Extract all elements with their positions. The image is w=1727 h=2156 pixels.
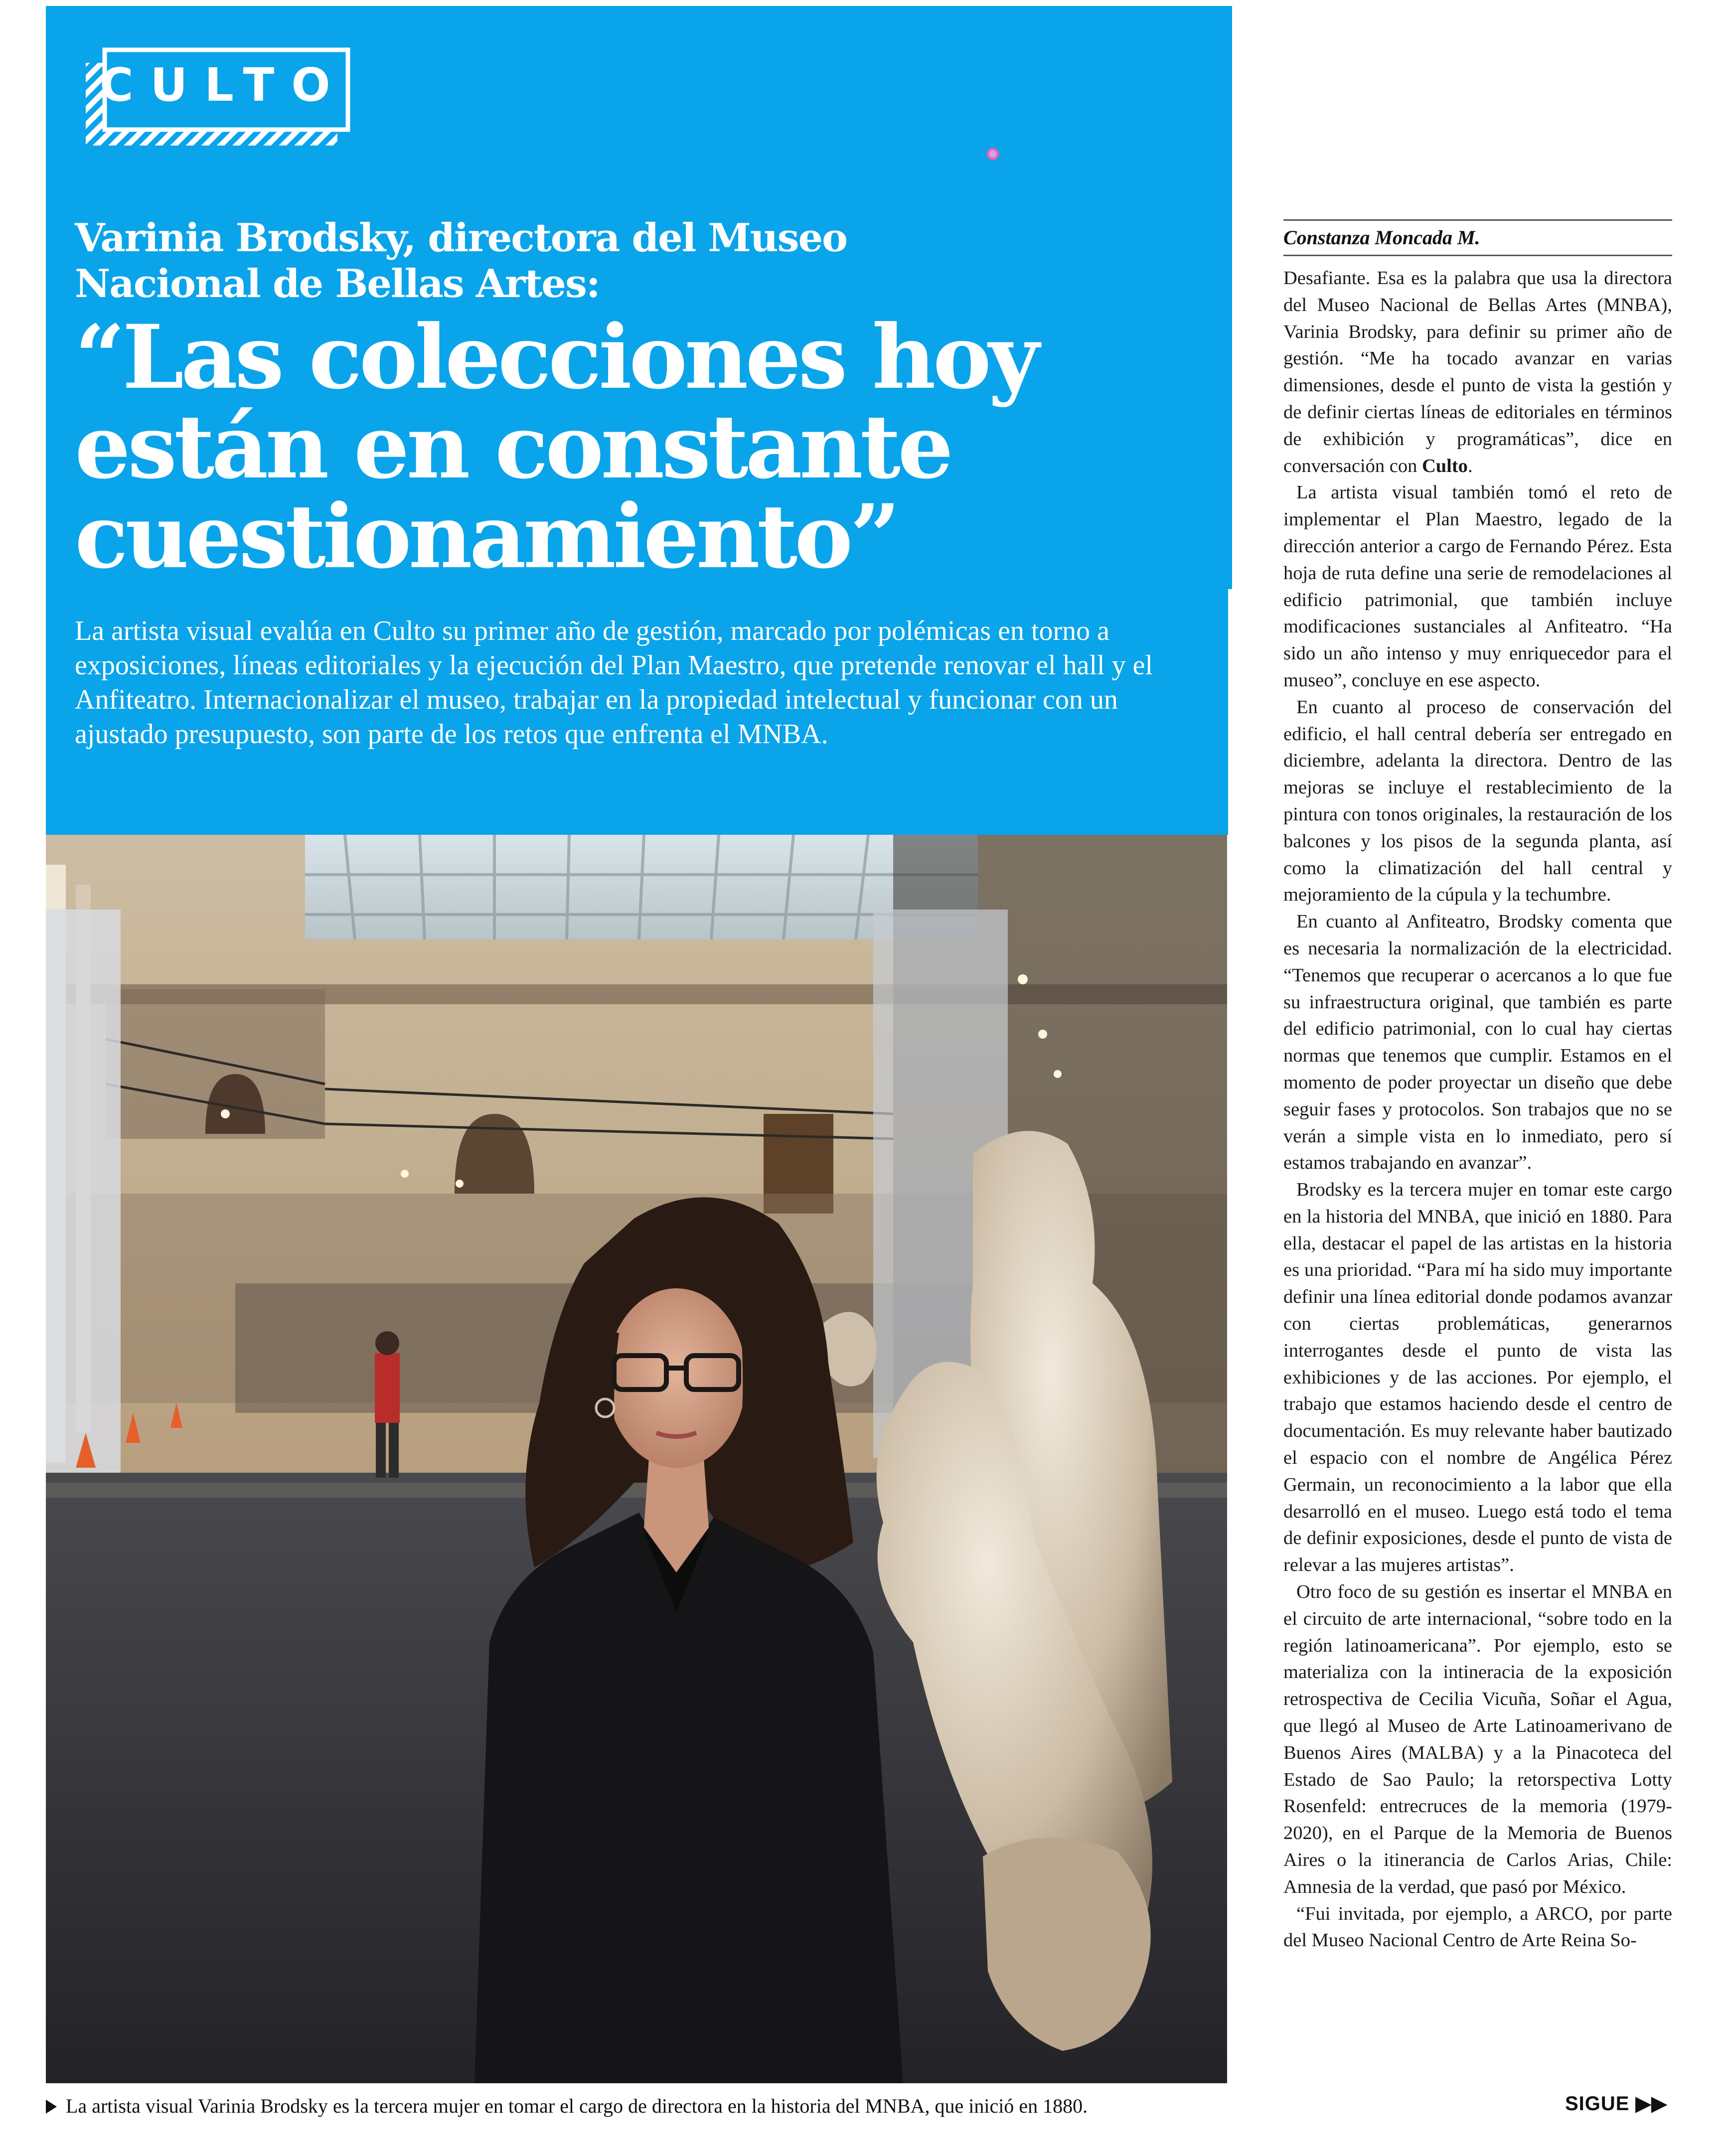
article-column <box>1283 219 1672 1954</box>
paragraph: Brodsky es la tercera mujer en tomar este cargo en la historia del MNBA, que inició en 1880. Para ella, destacar el papel de las artistas en la historia es una prioridad. “Para mí ha sido muy importante definir una línea editorial donde podamos avanzar con ciertas problemáticas, generarnos interrogantes desde el punto de vista las exhibiciones y de las acciones. Por ejemplo, el trabajo que estamos haciendo desde el centro de documentación. Es muy relevante haber bautizado el espacio con el nombre de Angélica Pérez Germain, un reconocimiento a la labor que ella desarrolló en el museo. Luego está todo el tema de definir exposiciones, desde el punto de vista de relevar a las mujeres artistas”. <box>1283 1179 1672 1576</box>
publication-name: Culto <box>1421 455 1468 476</box>
paragraph: En cuanto al Anfiteatro, Brodsky comenta que es necesaria la normalización de la electricidad. “Tenemos que recuperar o acercanos a lo que fue su infraestructura original, que también es parte del edificio patrimonial, con lo cual hay ciertas normas que tenemos que cumplir. Estamos en el momento de poder proyectar un diseño que debe seguir fases y protocolos. Son trabajos que no se verán a simple vista en lo inmediato, pero sí estamos trabajando en avanzar”. <box>1283 911 1672 1174</box>
paragraph <box>1283 265 1672 479</box>
article-body <box>1283 265 1672 1954</box>
paragraph-end: . <box>1467 455 1473 476</box>
header-block <box>46 6 1228 835</box>
paragraph: Otro foco de su gestión es insertar el MNBA en el circuito de arte internacional, “sobre todo en la región latinoamericana”. Por ejemplo, esto se materializa con la intineracia de la exposición retrospectiva de Cecilia Vicuña, Soñar el Agua, que llegó al Museo de Arte Latinoamerivano de Buenos Aires (MALBA) y a la Pinacoteca del Estado de Sao Paulo; la retorspectiva Lotty Rosenfeld: entrecruces de la memoria (1979-2020), en el Parque de la Memoria de Buenos Aires o la itinerancia de Carlos Arias, Chile: Amnesia de la verdad, que pasó por México. <box>1283 1581 1672 1897</box>
article-photo <box>46 835 1227 2083</box>
byline-bottom-rule <box>1283 255 1672 256</box>
paragraph: La artista visual también tomó el reto de implementar el Plan Maestro, legado de la dirección anterior a cargo de Fernando Pérez. Esta hoja de ruta define una serie de remodelaciones al edificio patrimonial, que también incluye modificaciones sustanciales al Anfiteatro. “Ha sido un año intenso y muy enriquecedor para el museo”, concluye en ese aspecto. <box>1283 482 1672 691</box>
decorative-dot <box>987 148 999 160</box>
continue-marker: SIGUE ▶▶ <box>1565 2093 1668 2115</box>
caption-arrow-icon <box>46 2100 57 2114</box>
section-logo-text: CULTO <box>100 58 347 112</box>
paragraph-text: Desafiante. Esa es la palabra que usa la directora del Museo Nacional de Bellas Artes (MNBA), Varinia Brodsky, para definir su primer año de gestión. “Me ha tocado avanzar en varias dimensiones, desde el punto de vista la gestión y de definir ciertas líneas de editoriales en términos de exhibición y programáticas”, dice en conversación con <box>1283 268 1672 476</box>
photo-caption <box>46 2094 1242 2118</box>
headline: “Las colecciones hoy están en constante cuestionamiento” <box>75 306 1037 588</box>
header-block-edge <box>1228 6 1232 589</box>
paragraph: “Fui invitada, por ejemplo, a ARCO, por parte del Museo Nacional Centro de Arte Reina So- <box>1283 1903 1672 1951</box>
deck: La artista visual evalúa en Culto su primer año de gestión, marcado por polémicas en torno a exposiciones, líneas editoriales y la ejecución del Plan Maestro, que pretende renovar el hall y el Anfiteatro. Internacionalizar el museo, trabajar en la propiedad intelectual y funcionar con un ajustado presupuesto, son parte de los retos que enfrenta el MNBA. <box>75 616 1153 750</box>
paragraph: En cuanto al proceso de conservación del edificio, el hall central debería ser entregado en diciembre, adelanta la directora. Dentro de las mejoras se incluye el restablecimiento de la pintura con tonos originales, la restauración de los balcones y los pisos de la segunda planta, así como la climatización del hall central y mejoramiento de la cúpula y la techumbre. <box>1283 696 1672 906</box>
photo-caption-text: La artista visual Varinia Brodsky es la tercera mujer en tomar el cargo de directora en la historia del MNBA, que inició en 1880. <box>66 2095 1088 2117</box>
byline: Constanza Moncada M. <box>1283 226 1480 249</box>
kicker: Varinia Brodsky, directora del Museo Nacional de Bellas Artes: <box>75 215 847 307</box>
